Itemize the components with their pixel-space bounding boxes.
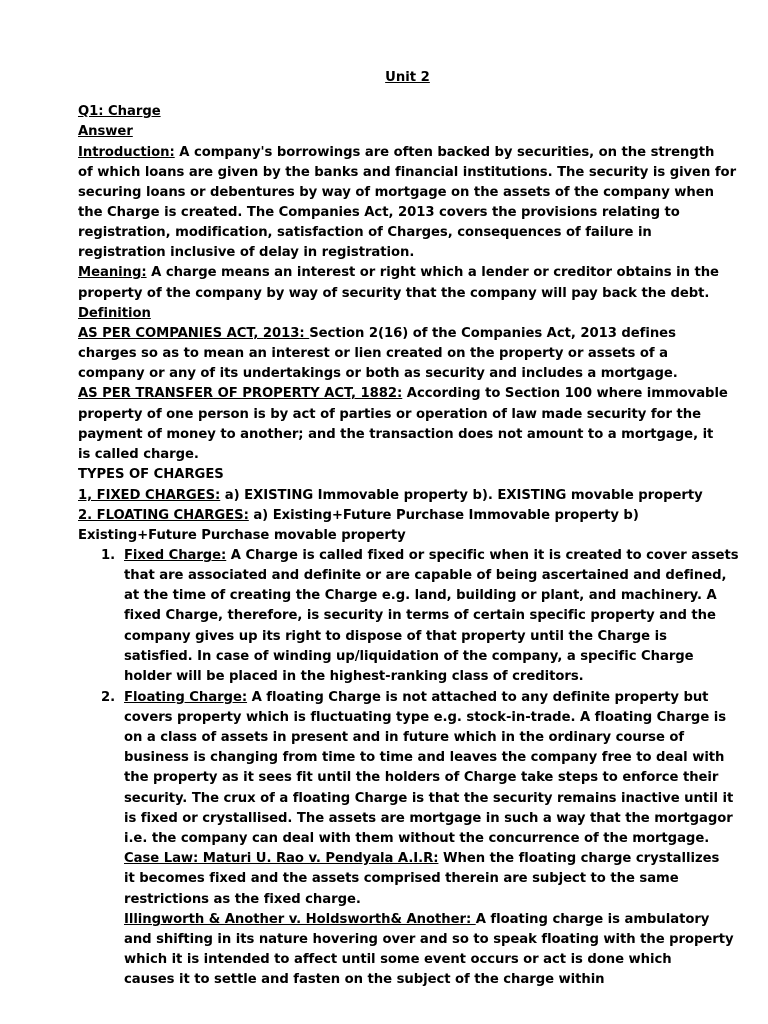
floating-charge-line: the property as it sees fit until the holders of Charge take steps to enforce their	[124, 770, 719, 785]
companies-act-line: company or any of its undertakings or both as security and includes a mortgage.	[78, 366, 678, 381]
fixed-type-line: 1, FIXED CHARGES: a) EXISTING Immovable property b). EXISTING movable property	[78, 488, 703, 503]
floating-charge-line: Floating Charge: A floating Charge is not attached to any definite property but	[124, 690, 709, 705]
case-law-line: Case Law: Maturi U. Rao v. Pendyala A.I.R: When the floating charge crystallizes	[124, 851, 720, 866]
tpa-line: property of one person is by act of parties or operation of law made security for the	[78, 407, 702, 422]
meaning-label: Meaning:	[78, 265, 147, 280]
list-number: 2.	[101, 690, 116, 705]
intro-line: Introduction: A company's borrowings are often backed by securities, on the strength	[78, 145, 715, 160]
case-law-line: it becomes fixed and the assets comprised therein are subject to the same	[124, 871, 679, 886]
case-law-label: Illingworth & Another v. Holdsworth& Another:	[124, 912, 476, 927]
fixed-charge-line: that are associated and definite or are capable of being ascertained and defined,	[124, 568, 727, 583]
case-law-line: causes it to settle and fasten on the subject of the charge within	[124, 972, 605, 987]
floating-charge-label: Floating Charge:	[124, 690, 248, 705]
intro-line: of which loans are given by the banks and financial institutions. The security is given for	[78, 165, 737, 180]
companies-act-label: AS PER COMPANIES ACT, 2013:	[78, 326, 310, 341]
fixed-charge-line: satisfied. In case of winding up/liquidation of the company, a specific Charge	[124, 649, 694, 664]
floating-charge-line: covers property which is fluctuating type e.g. stock-in-trade. A floating Charge is	[124, 710, 727, 725]
case-law-line: restrictions as the fixed charge.	[124, 892, 361, 907]
companies-act-line: AS PER COMPANIES ACT, 2013: Section 2(16) of the Companies Act, 2013 defines	[78, 326, 676, 341]
case-law-line: which it is intended to affect until some event occurs or act is done which	[124, 952, 672, 967]
fixed-charge-line: Fixed Charge: A Charge is called fixed or specific when it is created to cover assets	[124, 548, 739, 563]
floating-charge-line: is fixed or crystallised. The assets are mortgage in such a way that the mortgagor	[124, 811, 733, 826]
intro-line: the Charge is created. The Companies Act, 2013 covers the provisions relating to	[78, 205, 680, 220]
tpa-line: is called charge.	[78, 447, 199, 462]
case-law-label: Case Law: Maturi U. Rao v. Pendyala A.I.R:	[124, 851, 439, 866]
fixed-charge-line: company gives up its right to dispose of that property until the Charge is	[124, 629, 667, 644]
floating-type-label: 2. FLOATING CHARGES:	[78, 508, 249, 523]
fixed-charge-label: Fixed Charge:	[124, 548, 227, 563]
case-law-line: Illingworth & Another v. Holdsworth& Another: A floating charge is ambulatory	[124, 912, 710, 927]
floating-charge-line: i.e. the company can deal with them without the concurrence of the mortgage.	[124, 831, 710, 846]
floating-charge-line: business is changing from time to time and leaves the company free to deal with	[124, 750, 725, 765]
intro-line: registration, modification, satisfaction of Charges, consequences of failure in	[78, 225, 652, 240]
list-number: 1.	[101, 548, 116, 563]
meaning-line: property of the company by way of security that the company will pay back the debt.	[78, 286, 710, 301]
intro-label: Introduction:	[78, 145, 175, 160]
page-title: Unit 2	[385, 70, 430, 85]
meaning-line: Meaning: A charge means an interest or right which a lender or creditor obtains in the	[78, 265, 719, 280]
intro-line: securing loans or debentures by way of mortgage on the assets of the company when	[78, 185, 715, 200]
fixed-charge-line: holder will be placed in the highest-ranking class of creditors.	[124, 669, 584, 684]
floating-charge-line: security. The crux of a floating Charge is that the security remains inactive until it	[124, 791, 734, 806]
floating-type-line: Existing+Future Purchase movable property	[78, 528, 406, 543]
types-heading: TYPES OF CHARGES	[78, 467, 224, 482]
intro-line: registration inclusive of delay in registration.	[78, 245, 415, 260]
tpa-label: AS PER TRANSFER OF PROPERTY ACT, 1882:	[78, 386, 403, 401]
floating-type-line: 2. FLOATING CHARGES: a) Existing+Future Purchase Immovable property b)	[78, 508, 639, 523]
fixed-charge-line: at the time of creating the Charge e.g. land, building or plant, and machinery. A	[124, 588, 717, 603]
floating-charge-line: on a class of assets in present and in future which in the ordinary course of	[124, 730, 685, 745]
fixed-type-label: 1, FIXED CHARGES:	[78, 488, 221, 503]
question-heading: Q1: Charge	[78, 104, 161, 119]
case-law-line: and shifting in its nature hovering over and so to speak floating with the property	[124, 932, 734, 947]
fixed-charge-line: fixed Charge, therefore, is security in terms of certain specific property and the	[124, 608, 716, 623]
tpa-line: AS PER TRANSFER OF PROPERTY ACT, 1882: According to Section 100 where immovable	[78, 386, 728, 401]
companies-act-line: charges so as to mean an interest or lien created on the property or assets of a	[78, 346, 668, 361]
definition-heading: Definition	[78, 306, 151, 321]
tpa-line: payment of money to another; and the transaction does not amount to a mortgage, it	[78, 427, 714, 442]
answer-heading: Answer	[78, 124, 133, 139]
